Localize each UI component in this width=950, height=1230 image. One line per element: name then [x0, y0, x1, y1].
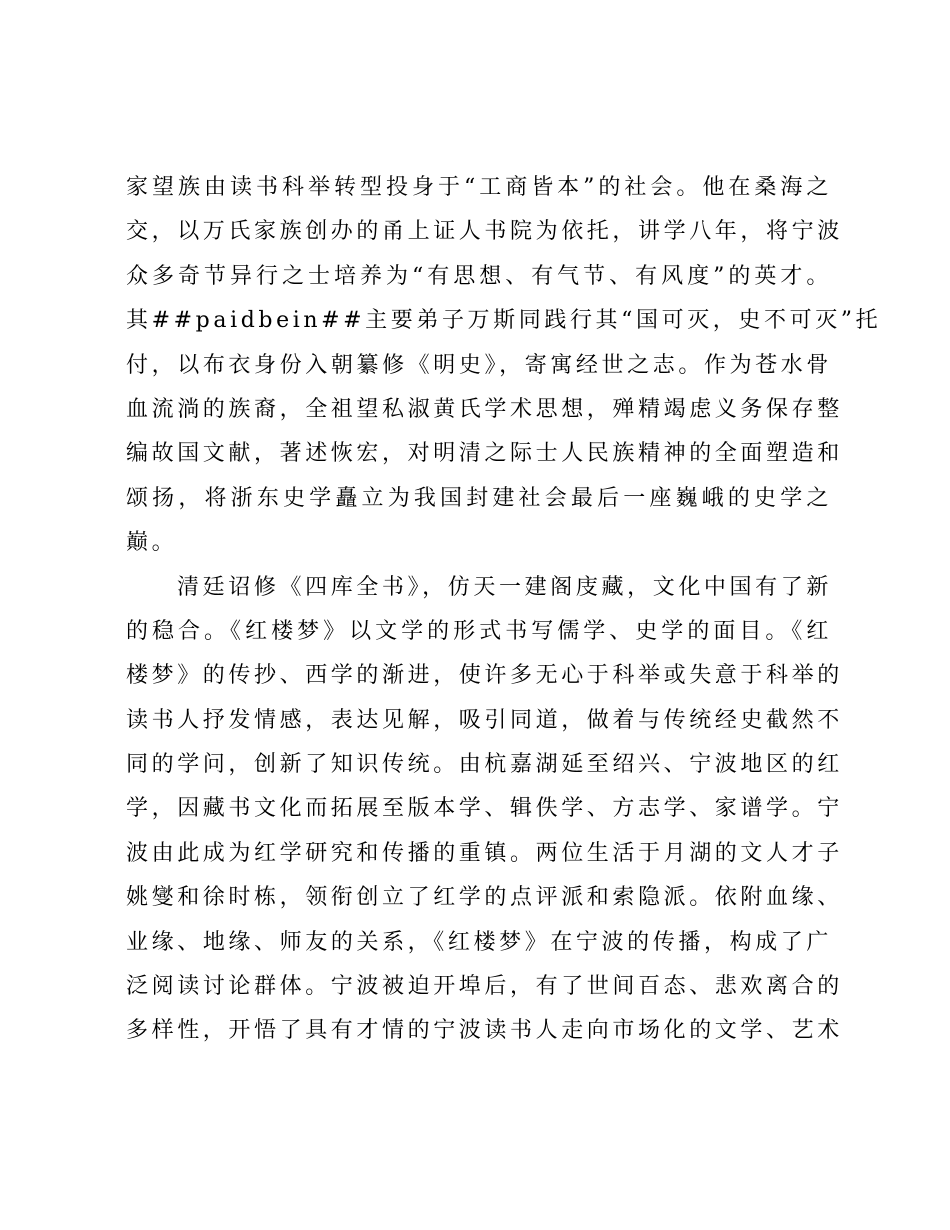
body-text: [126, 166, 882, 1054]
text-line: 业缘、地缘、师友的关系，《红楼梦》在宁波的传播，构成了广: [126, 929, 832, 955]
text-line: 读书人抒发情感，表达见解，吸引同道，做着与传统经史截然不: [126, 707, 843, 733]
text-line: 波由此成为红学研究和传播的重镇。两位生活于月湖的文人才子: [126, 840, 843, 866]
text-line: 付，以布衣身份入朝纂修《明史》，寄寓经世之志。作为苍水骨: [126, 352, 832, 378]
text-line: 家望族由读书科举转型投身于“工商皆本”的社会。他在桑海之: [126, 175, 832, 200]
paragraph-2: [126, 566, 843, 1054]
text-line: 众多奇节异行之士培养为“有思想、有气节、有风度”的英才。: [126, 263, 832, 289]
text-line: 学，因藏书文化而拓展至版本学、辑佚学、方志学、家谱学。宁: [126, 796, 843, 822]
text-line: 编故国文献，著述恢宏，对明清之际士人民族精神的全面塑造和: [126, 441, 843, 467]
text-line: 的稳合。《红楼梦》以文学的形式书写儒学、史学的面目。《红: [126, 618, 832, 644]
text-line: 血流淌的族裔，全祖望私淑黄氏学术思想，殚精竭虑义务保存整: [126, 396, 843, 422]
text-line: 清廷诏修《四库全书》，仿天一建阁庋藏，文化中国有了新: [177, 574, 832, 600]
text-line: 其##paidbein##主要弟子万斯同践行其“国可灭，史不可灭”托: [126, 308, 882, 334]
text-line: 泛阅读讨论群体。宁波被迫开埠后，有了世间百态、悲欢离合的: [126, 974, 843, 1000]
text-line: 姚燮和徐时栋，领衔创立了红学的点评派和索隐派。依附血缘、: [126, 885, 843, 911]
text-line: 多样性，开悟了具有才情的宁波读书人走向市场化的文学、艺术: [126, 1018, 843, 1044]
text-line: 楼梦》的传抄、西学的渐进，使许多无心于科举或失意于科举的: [126, 663, 843, 689]
text-line: 巅。: [126, 530, 178, 556]
text-line: 交，以万氏家族创办的甬上证人书院为依托，讲学八年，将宁波: [126, 219, 843, 245]
paragraph-1: [126, 166, 882, 566]
text-line: 颂扬，将浙东史学矗立为我国封建社会最后一座巍峨的史学之: [126, 485, 832, 511]
text-line: 同的学问，创新了知识传统。由杭嘉湖延至绍兴、宁波地区的红: [126, 752, 843, 778]
